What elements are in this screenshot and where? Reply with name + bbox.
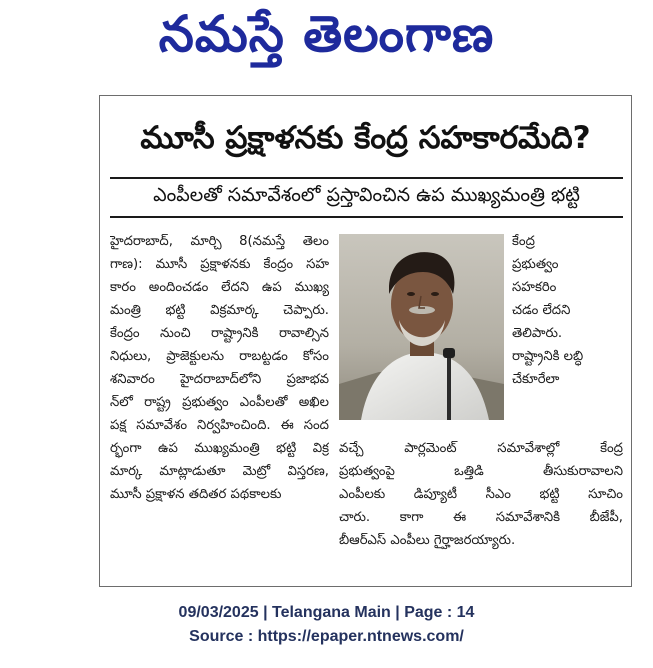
text-line: గాణ): మూసీ ప్రక్షాళనకు కేంద్రం సహ bbox=[110, 257, 329, 272]
text-line: న్‌లో రాష్ట్ర ప్రభుత్వం ఎంపీలతో అఖిల bbox=[110, 395, 329, 410]
article-photo bbox=[339, 234, 504, 420]
article-headline: మూసీ ప్రక్షాళనకు కేంద్ర సహకారమేది? bbox=[140, 120, 591, 156]
text-line: తెలిపారు. bbox=[512, 326, 563, 341]
text-line: శనివారం హైదరాబాద్‌లోని ప్రజాభవ bbox=[110, 372, 329, 387]
source-link[interactable]: Source : https://epaper.ntnews.com/ bbox=[189, 628, 464, 645]
right-bottom-text-column bbox=[339, 437, 623, 552]
news-clipping bbox=[99, 95, 632, 587]
text-line: బీఆర్ఎస్ ఎంపీలు గైర్హాజరయ్యారు. bbox=[339, 533, 516, 548]
text-line: చడం లేదని bbox=[512, 303, 571, 318]
text-line: కారం అందించడం లేదని ఉప ముఖ్య bbox=[110, 280, 329, 295]
text-line: కేంద్రం నుంచి రాష్ట్రానికి రావాల్సిన bbox=[110, 326, 329, 341]
text-line: ప్రభుత్వంపై ఒత్తిడి తీసుకురావాలని bbox=[339, 464, 623, 479]
article-subheadline: ఎంపీలతో సమావేశంలో ప్రస్తావించిన ఉప ముఖ్యమంత్రి భట్టి bbox=[110, 177, 623, 218]
text-line: ఎంపీలకు డిప్యూటీ సీఎం భట్టి సూచిం bbox=[339, 487, 623, 502]
text-line: సహకరిం bbox=[512, 280, 557, 295]
text-line: నిధులు, ప్రాజెక్టులను రాబట్టడం కోసం bbox=[110, 349, 329, 364]
text-line: ర్భంగా ఉప ముఖ్యమంత్రి భట్టి విక్ర bbox=[110, 441, 329, 456]
text-line: హైదరాబాద్, మార్చి 8(నమస్తే తెలం bbox=[110, 234, 329, 249]
newspaper-masthead: నమస్తే తెలంగాణ bbox=[158, 4, 495, 63]
left-text-column bbox=[110, 230, 329, 506]
text-line: మార్క మాట్లాడుతూ మెట్రో విస్తరణ, bbox=[110, 464, 329, 479]
text-line: పక్ష సమావేశం నిర్వహించింది. ఈ సంద bbox=[110, 418, 329, 433]
text-line: రాష్ట్రానికి లబ్ధి bbox=[512, 349, 584, 364]
text-line: వచ్చే పార్లమెంట్ సమావేశాల్లో కేంద్ర bbox=[339, 441, 623, 456]
text-line: మూసీ ప్రక్షాళన తదితర పథకాలకు bbox=[110, 487, 282, 502]
text-line: చారు. కాగా ఈ సమావేశానికి బీజేపీ, bbox=[339, 510, 623, 525]
right-top-text-column bbox=[512, 230, 623, 391]
publication-date-line: 09/03/2025 | Telangana Main | Page : 14 bbox=[178, 604, 475, 621]
text-line: ప్రభుత్వం bbox=[512, 257, 559, 272]
text-line: కేంద్ర bbox=[512, 234, 535, 249]
text-line: మంత్రి భట్టి విక్రమార్క చెప్పారు. bbox=[110, 303, 329, 318]
text-line: చేకూరేలా bbox=[512, 372, 560, 387]
